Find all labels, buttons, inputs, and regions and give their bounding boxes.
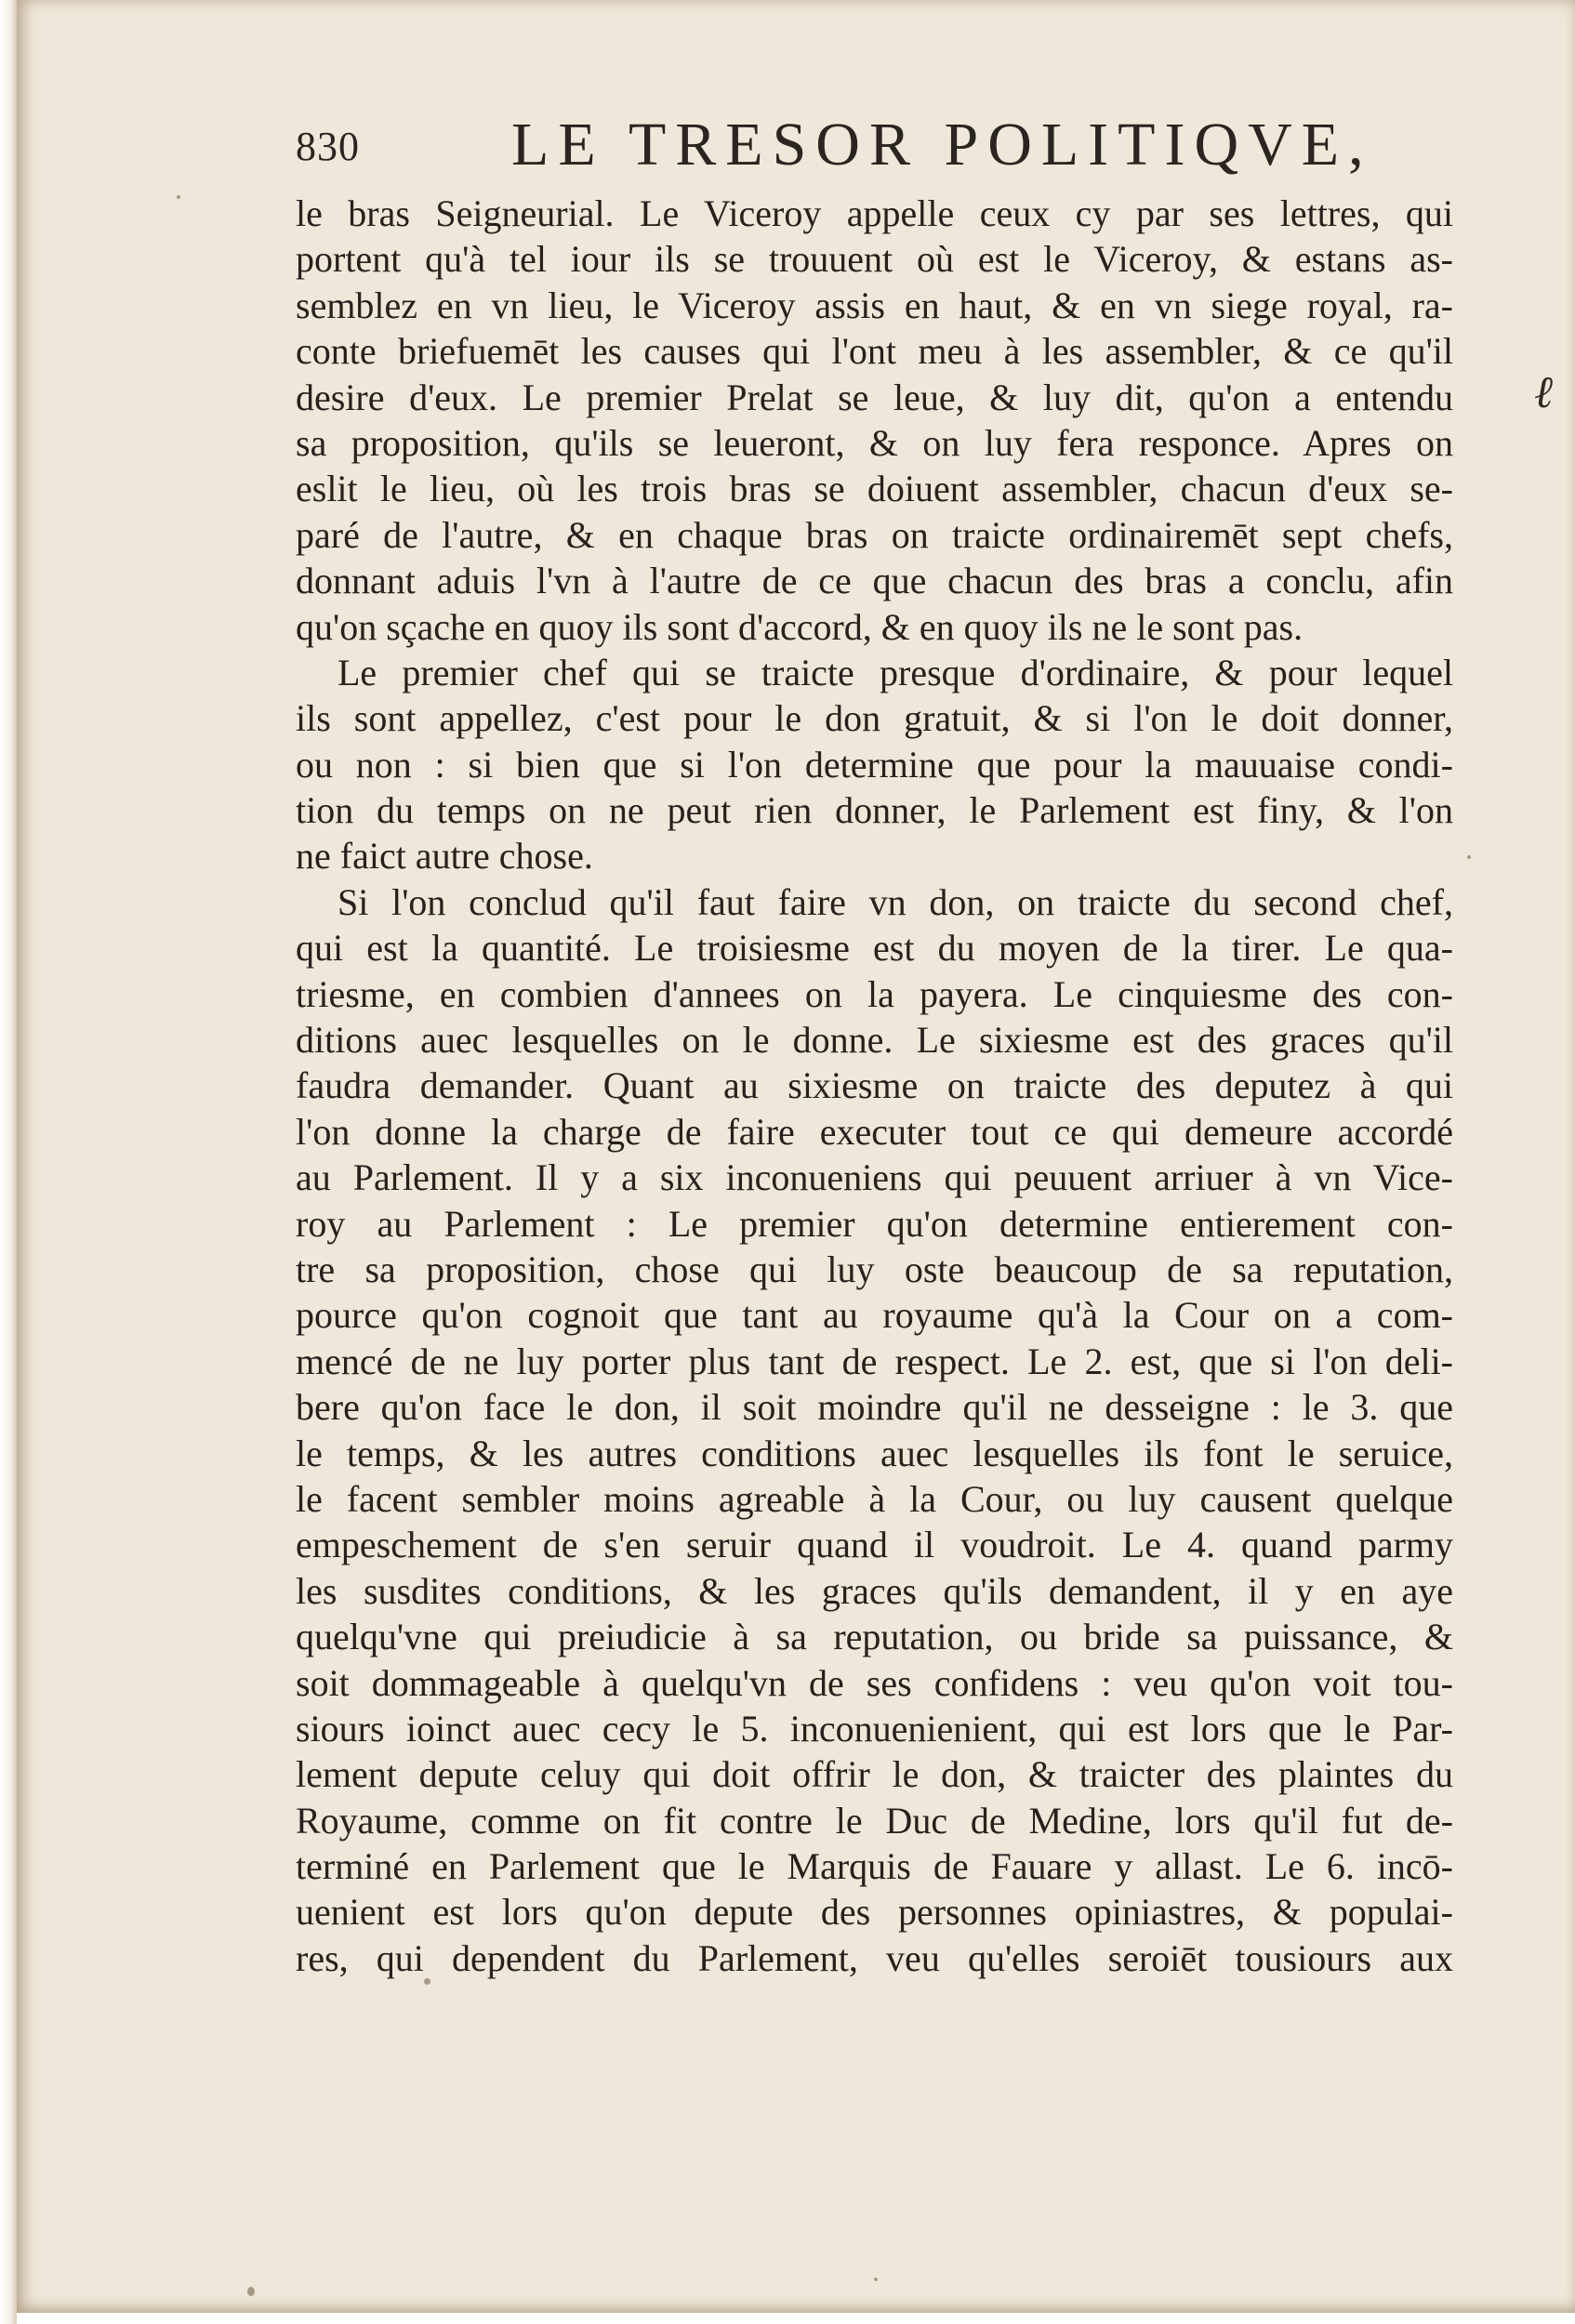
text-line: ou non : si bien que si l'on determine que pour la mauuaise condi- [296, 743, 1453, 786]
text-line: ils sont appellez, c'est pour le don gratuit, & si l'on le doit donner, [296, 697, 1453, 740]
text-line: eslit le lieu, où les trois bras se doiuent assembler, chacun d'eux se- [296, 468, 1453, 510]
text-line: les susdites conditions, & les graces qu'ils demandent, il y en aye [296, 1569, 1453, 1612]
paper-speck [1467, 855, 1471, 859]
text-line: sa proposition, qu'ils se leueront, & on luy fera responce. Apres on [296, 421, 1453, 464]
text-line: triesme, en combien d'annees on la payera. Le cinquiesme des con- [296, 972, 1453, 1015]
text-line: conte briefuemēt les causes qui l'ont meu à les assembler, & ce qu'il [296, 330, 1453, 373]
text-line: l'on donne la charge de faire executer tout ce qui demeure accordé [296, 1110, 1453, 1153]
text-line: le bras Seigneurial. Le Viceroy appelle ceux cy par ses lettres, qui [296, 192, 1453, 234]
paragraph-start-line: Si l'on conclud qu'il faut faire vn don, on traicte du second chef, [338, 880, 1453, 923]
text-line: donnant aduis l'vn à l'autre de ce que chacun des bras a conclu, afin [296, 560, 1453, 602]
text-line: quelqu'vne qui preiudicie à sa reputation, ou bride sa puissance, & [296, 1616, 1453, 1658]
text-line: terminé en Parlement que le Marquis de Fauare y allast. Le 6. incō- [296, 1845, 1453, 1888]
text-line: res, qui dependent du Parlement, veu qu'elles seroiēt tousiours aux [296, 1936, 1453, 1979]
page-header [296, 110, 1373, 184]
text-line: lement depute celuy qui doit offrir le don, & traicter des plaintes du [296, 1753, 1453, 1796]
text-line: uenient est lors qu'on depute des personnes opiniastres, & populai- [296, 1891, 1453, 1934]
text-line: qui est la quantité. Le troisiesme est du moyen de la tirer. Le qua- [296, 927, 1453, 970]
text-line: qu'on sçache en quoy ils sont d'accord, & en quoy ils ne le sont pas. [296, 605, 1304, 648]
page-left-edge [0, 0, 17, 2324]
text-line: empeschement de s'en seruir quand il voudroit. Le 4. quand parmy [296, 1524, 1453, 1566]
paper-speck [874, 2278, 878, 2281]
text-line: pource qu'on cognoit que tant au royaume qu'à la Cour on a com- [296, 1294, 1453, 1337]
paragraph-start-line: Le premier chef qui se traicte presque d'ordinaire, & pour lequel [338, 651, 1453, 693]
text-line: ditions auec lesquelles on le donne. Le sixiesme est des graces qu'il [296, 1019, 1453, 1062]
text-line: paré de l'autre, & en chaque bras on traicte ordinairemēt sept chefs, [296, 513, 1453, 556]
text-line: tion du temps on ne peut rien donner, le Parlement est finy, & l'on [296, 789, 1453, 832]
text-line: soit dommageable à quelqu'vn de ses confidens : veu qu'on voit tou- [296, 1661, 1453, 1704]
text-line: Royaume, comme on fit contre le Duc de Medine, lors qu'il fut de- [296, 1799, 1453, 1842]
paper-speck [247, 2287, 255, 2296]
text-line: semblez en vn lieu, le Viceroy assis en haut, & en vn siege royal, ra- [296, 284, 1453, 326]
text-line: desire d'eux. Le premier Prelat se leue, & luy dit, qu'on a entendu [296, 376, 1453, 418]
page-number: 830 [296, 124, 360, 169]
text-line: le temps, & les autres conditions auec lesquelles ils font le seruice, [296, 1432, 1453, 1474]
text-line: bere qu'on face le don, il soit moindre qu'il ne desseigne : le 3. que [296, 1386, 1453, 1429]
text-line: siours ioinct auec cecy le 5. inconuenienient, qui est lors que le Par- [296, 1707, 1453, 1750]
text-line: tre sa proposition, chose qui luy oste beaucoup de sa reputation, [296, 1248, 1453, 1290]
text-line: faudra demander. Quant au sixiesme on traicte des deputez à qui [296, 1064, 1453, 1107]
text-line: ne faict autre chose. [296, 835, 593, 878]
text-line: roy au Parlement : Le premier qu'on determine entierement con- [296, 1202, 1453, 1245]
running-title: LE TRESOR POLITIQVE, [511, 111, 1373, 178]
paper-speck [177, 195, 180, 199]
text-line: au Parlement. Il y a six inconueniens qui peuuent arriuer à vn Vice- [296, 1156, 1453, 1199]
text-line: le facent sembler moins agreable à la Cour, ou luy causent quelque [296, 1477, 1453, 1520]
margin-mark: ℓ [1534, 368, 1553, 417]
text-line: mencé de ne luy porter plus tant de respect. Le 2. est, que si l'on deli- [296, 1340, 1453, 1382]
body-text [296, 191, 1453, 1981]
text-line: portent qu'à tel iour ils se trouuent où est le Viceroy, & estans as- [296, 238, 1453, 281]
